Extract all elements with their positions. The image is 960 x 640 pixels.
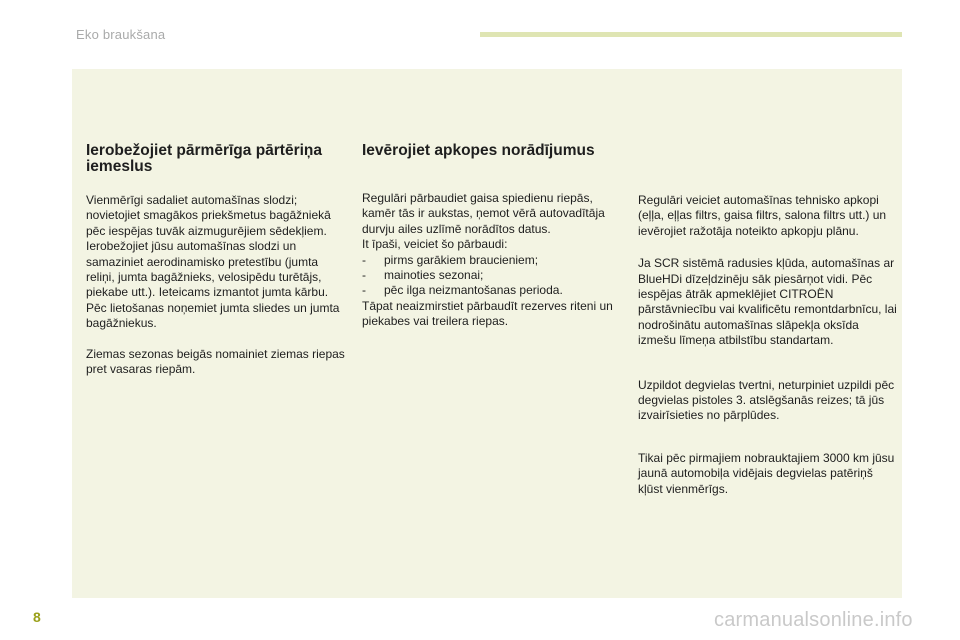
- winter-tyres-paragraph: Ziemas sezonas beigās nomainiet ziemas riepas pret vasaras riepām.: [86, 346, 345, 377]
- list-item: [362, 283, 624, 298]
- column-maintenance-continued: [638, 193, 900, 497]
- dash-marker: -: [362, 283, 366, 298]
- refuelling-paragraph: Uzpildot degvielas tvertni, neturpiniet uzpildi pēc degvielas pistoles 3. atslēgšanās reizes; tā jūs izvairīsieties no pārplūdes.: [638, 377, 895, 423]
- overconsumption-heading: Ierobežojiet pārmērīga pārtēriņa iemeslus: [86, 142, 323, 175]
- maintenance-heading: Ievērojiet apkopes norādījumus: [362, 142, 595, 159]
- list-item: [362, 268, 624, 283]
- dash-marker: -: [362, 252, 366, 267]
- check-list: [362, 253, 624, 299]
- spare-wheel-paragraph: Tāpat neaizmirstiet pārbaudīt rezerves riteni un piekabes vai treilera riepas.: [362, 298, 613, 329]
- scr-paragraph: Ja SCR sistēmā radusies kļūda, automašīnas ar BlueHDi dīzeļdzinēju sāk piesārņot vidi. Pēc iespējas ātrāk apmeklējiet CITROËN pārstāvniecību vai kvalificētu remontdarbnīcu, lai nodrošinātu automašīnas slāpekļa oksīda izmešu līmeņa atbilstību standartam.: [638, 256, 897, 348]
- tyre-pressure-paragraph: Regulāri pārbaudiet gaisa spiedienu riepās, kamēr tās ir aukstas, ņemot vērā autovadītāja durvju ailes uzlīmē norādītos datus.: [362, 191, 605, 236]
- list-item-text: pirms garākiem braucieniem;: [384, 252, 539, 267]
- watermark: carmanualsonline.info: [714, 609, 913, 631]
- dash-marker: -: [362, 268, 366, 283]
- page-number: 8: [33, 609, 41, 625]
- column-overconsumption: [86, 143, 348, 377]
- service-paragraph: Regulāri veiciet automašīnas tehnisko apkopi (eļļa, eļļas filtrs, gaisa filtrs, salona filtrs utt.) un ievērojiet ražotāja noteikto apkopju plānu.: [638, 193, 887, 238]
- section-title: Eko braukšana: [76, 27, 166, 42]
- list-item: [362, 253, 624, 268]
- column-maintenance: [362, 143, 624, 330]
- list-item-text: pēc ilga neizmantošanas perioda.: [384, 283, 563, 298]
- header-accent-bar: [480, 32, 902, 37]
- load-paragraph: Vienmērīgi sadaliet automašīnas slodzi; novietojiet smagākos priekšmetus bagāžniekā pēc iespējas tuvāk aizmugurējiem sēdekļiem. Ierobežojiet jūsu automašīnas slodzi un samaziniet aerodinamisko pretestību (jumta reliņi, jumta bagāžnieks, velosipēdu turētājs, piekabe utt.). Ieteicams izmantot jumta kārbu. Pēc lietošanas noņemiet jumta sliedes un jumta bagāžniekus.: [86, 193, 340, 331]
- list-item-text: mainoties sezonai;: [384, 268, 484, 283]
- running-in-paragraph: Tikai pēc pirmajiem nobrauktajiem 3000 km jūsu jaunā automobiļa vidējais degvielas patēriņš kļūst vienmērīgs.: [638, 450, 895, 496]
- check-list-intro: It īpaši, veiciet šo pārbaudi:: [362, 237, 508, 252]
